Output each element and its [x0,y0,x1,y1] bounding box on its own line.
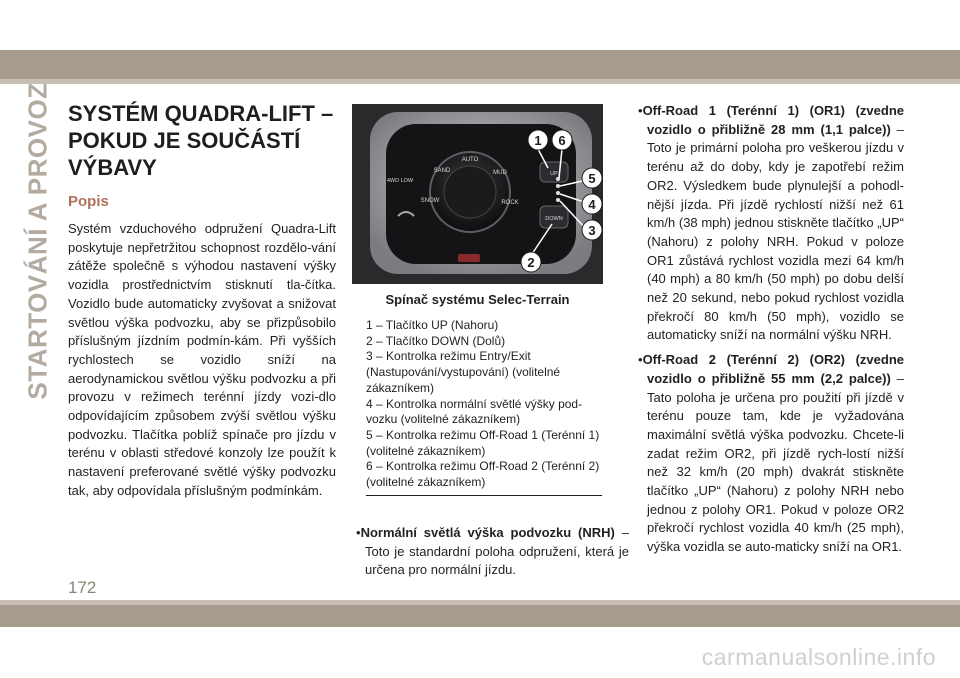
svg-text:6: 6 [558,133,566,148]
page-number: 172 [68,578,97,597]
header-band-dark [0,50,960,79]
callout-4 [582,194,602,214]
svg-text:3: 3 [588,223,596,238]
section-title [68,100,336,181]
led-off-road-1 [556,184,560,188]
bullet-or2: •Off-Road 2 (Terénní 2) (OR2) (zvedne vozidlo o přibližně 55 mm (2,2 palce)) – Tato poloha je určena pro použití při jízdě v terénu pouze tam, kde je vyžadována maximální světlá výška podvozku. Chcete-li zadat režim OR2, při jízdě rych-lostí nižší než 32 km/h (20 mph) dvakrát stiskněte tlačítko „UP“ (Nahoru) z polohy NRH nebo jednou z polohy OR1. Pokud v poloze OR2 překročí rychlost vozidla 40 km/h (25 mph), výška vozidla se auto-maticky sníží na OR1. [638,352,904,555]
bullet-nrh-text: – Toto je standardní poloha odpružení, která je určena pro normální jízdu. [365,525,629,578]
led-entry-exit [556,198,560,202]
header-band [0,0,960,54]
legend-item-6: 6 – Kontrolka režimu Off-Road 2 (Terénní 2) (volitelné zákazníkem) [366,459,600,490]
figure-caption: Spínač systému Selec-Terrain [385,292,570,307]
legend-item-4: 4 – Kontrolka normální světlé výšky pod-vozku (volitelné zákazníkem) [366,396,583,427]
dial-label-snow: SNOW [420,198,440,204]
callout-5 [582,168,602,188]
dial-label-auto: AUTO [461,157,479,163]
button-label-up: UP [550,171,558,177]
header-band-light [0,79,960,84]
svg-text:5: 5 [588,171,596,186]
bullet-or2-lead: Off-Road 2 (Terénní 2) (OR2) (zvedne vozidlo o přibližně 55 mm (2,2 palce)) [642,352,904,386]
section-title-line-1: SYSTÉM QUADRA-LIFT – [68,101,334,126]
button-label-down: DOWN [545,216,563,222]
dial-label-sand: SAND [433,168,451,174]
bullet-nrh-lead: Normální světlá výška podvozku (NRH) [360,525,615,540]
figure-legend [366,318,606,491]
dial-label-mud: MUD [493,170,507,176]
legend-item-2: 2 – Tlačítko DOWN (Dolů) [366,333,506,348]
column-right [634,102,904,563]
svg-text:2: 2 [527,255,535,270]
column-left [68,100,336,501]
bullet-or1-text: – Toto je primární poloha pro veškerou jízdu v terénu až do doby, kdy je zapotřebí režim OR2. Výsledkem bude plynulejší a pohodl-nější jízda. Při jízdě rychlostí nižší než 61 km/h (38 mph) jednou stiskněte tlačítko „UP“ (Nahoru) z polohy NRH. Pokud v poloze OR1 zůstává rychlost vozidla mezi 64 km/h (40 mph) a 80 km/h (50 mph) po dobu delší než 20 sekund, nebo pokud rychlost vozidla překročí 80 km/h (50 mph), vozidlo se automaticky sníží na normální výšku NRH. [647,121,904,343]
legend-divider [366,495,602,496]
svg-text:1: 1 [534,133,542,148]
callout-3 [582,220,602,240]
section-title-line-2: POKUD JE SOUČÁSTÍ [68,128,301,153]
led-normal-height [556,191,560,195]
section-title-line-3: VÝBAVY [68,155,157,180]
bullet-or1: •Off-Road 1 (Terénní 1) (OR1) (zvedne vozidlo o přibližně 28 mm (1,1 palce)) – Toto je primární poloha pro veškerou jízdu v terénu až do doby, kdy je zapotřebí režim OR2. Výsledkem bude plynulejší a pohodl-nější jízda. Při jízdě rychlostí nižší než 61 km/h (38 mph) jednou stiskněte tlačítko „UP“ (Nahoru) z polohy NRH. Pokud v poloze OR1 zůstává rychlost vozidla mezi 64 km/h (40 mph) a 80 km/h (50 mph) po dobu delší než 20 sekund, nebo pokud rychlost vozidla překročí 80 km/h (50 mph), vozidlo se automaticky sníží na normální výšku NRH. [638,103,904,343]
footer-band [0,605,960,627]
callout-2 [521,252,541,272]
bullet-or1-lead: Off-Road 1 (Terénní 1) (OR1) (zvedne vozidlo o přibližně 28 mm (1,1 palce)) [642,103,904,137]
svg-text:4: 4 [588,197,596,212]
selec-terrain-switch-photo [352,104,603,284]
chapter-side-title-text: STARTOVÁNÍ A PROVOZ [22,82,53,400]
legend-item-1: 1 – Tlačítko UP (Nahoru) [366,318,499,332]
legend-item-3: 3 – Kontrolka režimu Entry/Exit (Nastupování/vystupování) (volitelné zákazníkem) [366,349,561,395]
callout-6 [552,130,572,150]
dial-label-4wd-low: 4WD LOW [386,178,414,184]
bullet-or2-text: – Tato poloha je určena pro použití při jízdě v terénu pouze tam, kde je vyžadována maximální světlá výška podvozku. Chcete-li zadat režim OR2, při jízdě rych-lostí nižší než 32 km/h (20 mph) dvakrát stiskněte tlačítko „UP“ (Nahoru) z polohy NRH nebo jednou z polohy OR1. Pokud v poloze OR2 překročí rychlost vozidla 40 km/h (25 mph), výška vozidla se auto-maticky sníží na OR1. [647,370,904,555]
legend-item-5: 5 – Kontrolka režimu Off-Road 1 (Terénní 1) (volitelné zákazníkem) [366,427,600,458]
esc-off-graphic [458,254,480,262]
section-subtitle: Popis [68,193,109,210]
switch-illustration [352,104,603,284]
chapter-side-title [19,82,57,400]
callout-1 [528,130,548,150]
intro-paragraph: Systém vzduchového odpružení Quadra-Lift poskytuje nepřetržitou schopnost rozdělo-vání zátěže společně s výhodou nastavení výšky vozidla prostřednictvím stisknutí tla-čítka. Vozidlo bude automaticky zvyšovat a snižovat světlou výška podvozku, aby se přizpůsobilo příslušným jízdním podmín-kám. Při vyšších rychlostech se vozidlo sníží na aerodynamickou světlou výšku podvozku a při provozu v režimech terénní jízdy vozi-dlo odpovídajícím způsobem zvýší světlou výšku podvozku. Tlačítka poblíž spínače pro jízdu v terénu v oblasti středové konzoly lze použít k nastavení preferované světlé výšky podvozku tak, aby odpovídala příslušným podmínkám. [68,221,336,498]
bullet-nrh: •Normální světlá výška podvozku (NRH) – Toto je standardní poloha odpružení, která je určena pro normální jízdu. [356,525,629,578]
dial-label-rock: ROCK [501,200,519,206]
watermark: carmanualsonline.info [701,644,936,670]
